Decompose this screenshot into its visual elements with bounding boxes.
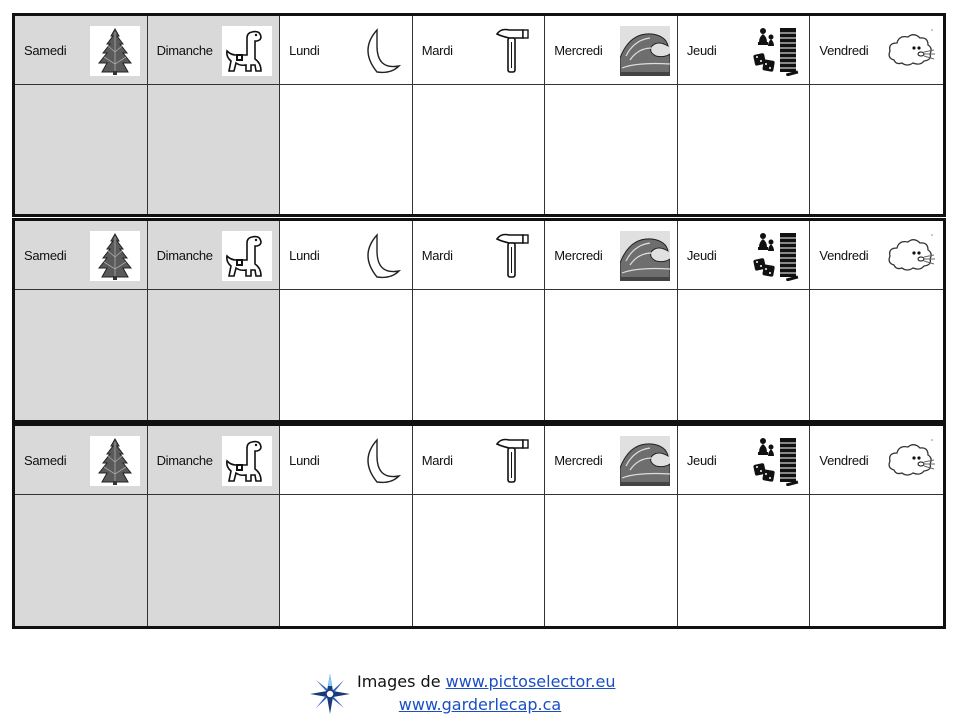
games-icon	[752, 231, 802, 281]
day-writing-cell	[148, 495, 280, 626]
day-label: Samedi	[24, 453, 67, 468]
day-label: Lundi	[289, 453, 320, 468]
day-header	[15, 426, 147, 495]
day-header	[545, 426, 677, 495]
games-icon	[752, 436, 802, 486]
day-header	[148, 16, 280, 85]
dinosaur-icon	[222, 26, 272, 76]
day-column	[15, 221, 148, 420]
day-writing-cell	[413, 495, 545, 626]
wind-cloud-icon	[886, 231, 936, 281]
day-writing-cell	[678, 495, 810, 626]
day-column	[280, 221, 413, 420]
day-header	[678, 426, 810, 495]
day-column	[280, 16, 413, 214]
day-column	[678, 16, 811, 214]
day-header	[148, 426, 280, 495]
day-label: Mercredi	[554, 43, 603, 58]
day-header	[148, 221, 280, 290]
day-column	[545, 221, 678, 420]
credit-line-2	[0, 695, 960, 714]
pictoselector-link[interactable]: www.pictoselector.eu	[445, 672, 616, 691]
credit-prefix: Images de	[357, 672, 446, 691]
dinosaur-icon	[222, 231, 272, 281]
day-label: Mercredi	[554, 453, 603, 468]
day-column	[678, 221, 811, 420]
day-header	[280, 16, 412, 85]
day-label: Jeudi	[686, 248, 717, 263]
day-label: Lundi	[289, 248, 320, 263]
day-column	[810, 16, 943, 214]
moon-icon	[355, 26, 405, 76]
day-writing-cell	[280, 290, 412, 420]
day-header	[545, 16, 677, 85]
day-column	[15, 426, 148, 626]
day-header	[280, 221, 412, 290]
credits-footer	[0, 668, 960, 720]
day-writing-cell	[810, 495, 943, 626]
day-column	[413, 16, 546, 214]
day-header	[678, 221, 810, 290]
day-column	[148, 221, 281, 420]
day-header	[810, 221, 943, 290]
day-writing-cell	[15, 290, 147, 420]
pine-tree-icon	[90, 26, 140, 76]
day-column	[15, 16, 148, 214]
wind-cloud-icon	[886, 26, 936, 76]
day-writing-cell	[15, 85, 147, 214]
games-icon	[752, 26, 802, 76]
day-writing-cell	[678, 85, 810, 214]
wave-icon	[620, 436, 670, 486]
dinosaur-icon	[222, 436, 272, 486]
day-label: Jeudi	[686, 43, 717, 58]
wind-cloud-icon	[886, 436, 936, 486]
day-column	[413, 221, 546, 420]
day-header	[15, 16, 147, 85]
day-writing-cell	[413, 85, 545, 214]
day-column	[148, 426, 281, 626]
day-column	[545, 426, 678, 626]
day-writing-cell	[810, 290, 943, 420]
hammer-icon	[487, 231, 537, 281]
day-writing-cell	[545, 495, 677, 626]
day-header	[810, 16, 943, 85]
day-header	[413, 426, 545, 495]
day-label: Mardi	[421, 43, 453, 58]
day-header	[15, 221, 147, 290]
day-header	[280, 426, 412, 495]
day-column	[810, 426, 943, 626]
day-writing-cell	[15, 495, 147, 626]
day-header	[678, 16, 810, 85]
day-label: Dimanche	[156, 248, 213, 263]
day-header	[545, 221, 677, 290]
moon-icon	[355, 436, 405, 486]
day-writing-cell	[280, 495, 412, 626]
day-writing-cell	[148, 290, 280, 420]
day-writing-cell	[545, 290, 677, 420]
day-label: Vendredi	[819, 43, 869, 58]
day-label: Lundi	[289, 43, 320, 58]
day-column	[810, 221, 943, 420]
day-column	[413, 426, 546, 626]
week-grid	[12, 423, 946, 629]
day-header	[810, 426, 943, 495]
day-writing-cell	[413, 290, 545, 420]
week-grid	[12, 218, 946, 423]
day-label: Dimanche	[156, 43, 213, 58]
day-writing-cell	[810, 85, 943, 214]
day-column	[545, 16, 678, 214]
day-label: Samedi	[24, 248, 67, 263]
day-label: Mardi	[421, 453, 453, 468]
garderlecap-link[interactable]: www.garderlecap.ca	[398, 695, 562, 714]
day-label: Jeudi	[686, 453, 717, 468]
credit-line	[357, 672, 615, 691]
wave-icon	[620, 26, 670, 76]
day-label: Vendredi	[819, 248, 869, 263]
day-label: Vendredi	[819, 453, 869, 468]
day-label: Mercredi	[554, 248, 603, 263]
day-column	[678, 426, 811, 626]
wave-icon	[620, 231, 670, 281]
hammer-icon	[487, 436, 537, 486]
day-header	[413, 16, 545, 85]
hammer-icon	[487, 26, 537, 76]
day-label: Dimanche	[156, 453, 213, 468]
week-grid	[12, 13, 946, 217]
day-writing-cell	[678, 290, 810, 420]
day-label: Mardi	[421, 248, 453, 263]
pine-tree-icon	[90, 231, 140, 281]
day-header	[413, 221, 545, 290]
day-column	[280, 426, 413, 626]
day-label: Samedi	[24, 43, 67, 58]
day-writing-cell	[545, 85, 677, 214]
day-writing-cell	[148, 85, 280, 214]
pine-tree-icon	[90, 436, 140, 486]
moon-icon	[355, 231, 405, 281]
day-column	[148, 16, 281, 214]
day-writing-cell	[280, 85, 412, 214]
